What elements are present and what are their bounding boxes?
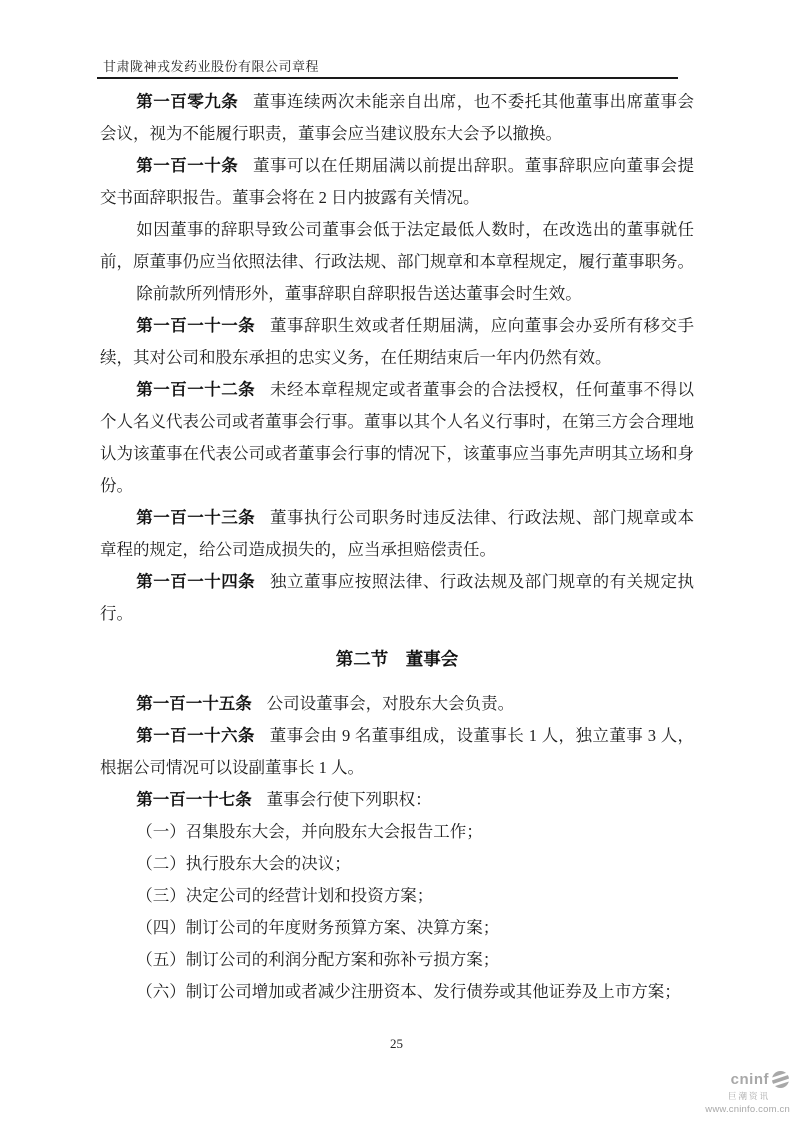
article-number: 第一百一十条 (136, 156, 239, 175)
article-number: 第一百一十一条 (136, 316, 256, 335)
article-text: 董事会行使下列职权： (266, 790, 432, 809)
article-109-paragraph (100, 86, 694, 150)
article-number: 第一百一十四条 (136, 572, 256, 591)
article-text: 未经本章程规定或者董事会的合法授权，任何董事不得以个人名义代表公司或者董事会行事。董事以其个人名义行事时，在第三方会合理地认为该董事在代表公司或者董事会行事的情况下，该董事应当事先声明其立场和身份。 (100, 380, 695, 495)
article-text: （四）制订公司的年度财务预算方案、决算方案； (136, 918, 500, 937)
article-text: 董事会由 9 名董事组成，设董事长 1 人，独立董事 3 人，根据公司情况可以设副董事长 1 人。 (100, 726, 695, 777)
list-item-2 (100, 848, 694, 880)
article-number: 第一百一十二条 (136, 380, 256, 399)
article-113-paragraph (100, 502, 694, 566)
article-text: 独立董事应按照法律、行政法规及部门规章的有关规定执行。 (100, 572, 695, 623)
article-110-subparagraph-2 (100, 278, 694, 310)
page-number: 25 (390, 1036, 403, 1051)
article-115-paragraph (100, 688, 694, 720)
article-text: 董事连续两次未能亲自出席，也不委托其他董事出席董事会会议，视为不能履行职责，董事会应当建议股东大会予以撤换。 (100, 92, 695, 143)
cninfo-logo (670, 1070, 790, 1114)
article-number: 第一百一十五条 (136, 694, 252, 713)
section-heading: 第二节 董事会 (335, 649, 459, 669)
article-116-paragraph (100, 720, 694, 784)
article-number: 第一百零九条 (136, 92, 239, 111)
article-text: （六）制订公司增加或者减少注册资本、发行债券或其他证券及上市方案； (136, 982, 681, 1001)
cninfo-chinese-name: 巨潮资讯 (727, 1091, 770, 1101)
cninfo-brand-text: cninf (730, 1071, 769, 1088)
article-text: 董事执行公司职务时违反法律、行政法规、部门规章或本章程的规定，给公司造成损失的，应当承担赔偿责任。 (100, 508, 695, 559)
list-item-6 (100, 976, 694, 1008)
list-item-5 (100, 944, 694, 976)
list-item-3 (100, 880, 694, 912)
article-number: 第一百一十六条 (136, 726, 255, 745)
article-text: 董事可以在任期届满以前提出辞职。董事辞职应向董事会提交书面辞职报告。董事会将在 2 日内披露有关情况。 (100, 156, 695, 207)
article-114-paragraph (100, 566, 694, 630)
article-110-paragraph (100, 150, 694, 214)
article-number: 第一百一十七条 (136, 790, 252, 809)
list-item-4 (100, 912, 694, 944)
article-number: 第一百一十三条 (136, 508, 256, 527)
article-text: 如因董事的辞职导致公司董事会低于法定最低人数时，在改选出的董事就任前，原董事仍应当依照法律、行政法规、部门规章和本章程规定，履行董事职务。 (100, 220, 694, 271)
article-text: 董事辞职生效或者任期届满，应向董事会办妥所有移交手续，其对公司和股东承担的忠实义务，在任期结束后一年内仍然有效。 (100, 316, 695, 367)
cninfo-swirl-icon (771, 1070, 790, 1089)
article-111-paragraph (100, 310, 694, 374)
article-text: （三）决定公司的经营计划和投资方案； (136, 886, 434, 905)
header-divider (97, 77, 678, 79)
document-header-title: 甘肃陇神戎发药业股份有限公司章程 (103, 59, 320, 74)
article-text: 公司设董事会，对股东大会负责。 (266, 694, 515, 713)
document-body (100, 86, 694, 1008)
article-text: 除前款所列情形外，董事辞职自辞职报告送达董事会时生效。 (136, 284, 582, 303)
article-112-paragraph (100, 374, 694, 502)
article-text: （一）召集股东大会，并向股东大会报告工作； (136, 822, 483, 841)
list-item-1 (100, 816, 694, 848)
article-117-paragraph (100, 784, 694, 816)
article-text: （五）制订公司的利润分配方案和弥补亏损方案； (136, 950, 500, 969)
cninfo-url: www.cninfo.com.cn (705, 1103, 790, 1115)
article-text: （二）执行股东大会的决议； (136, 854, 351, 873)
article-110-subparagraph-1 (100, 214, 694, 278)
